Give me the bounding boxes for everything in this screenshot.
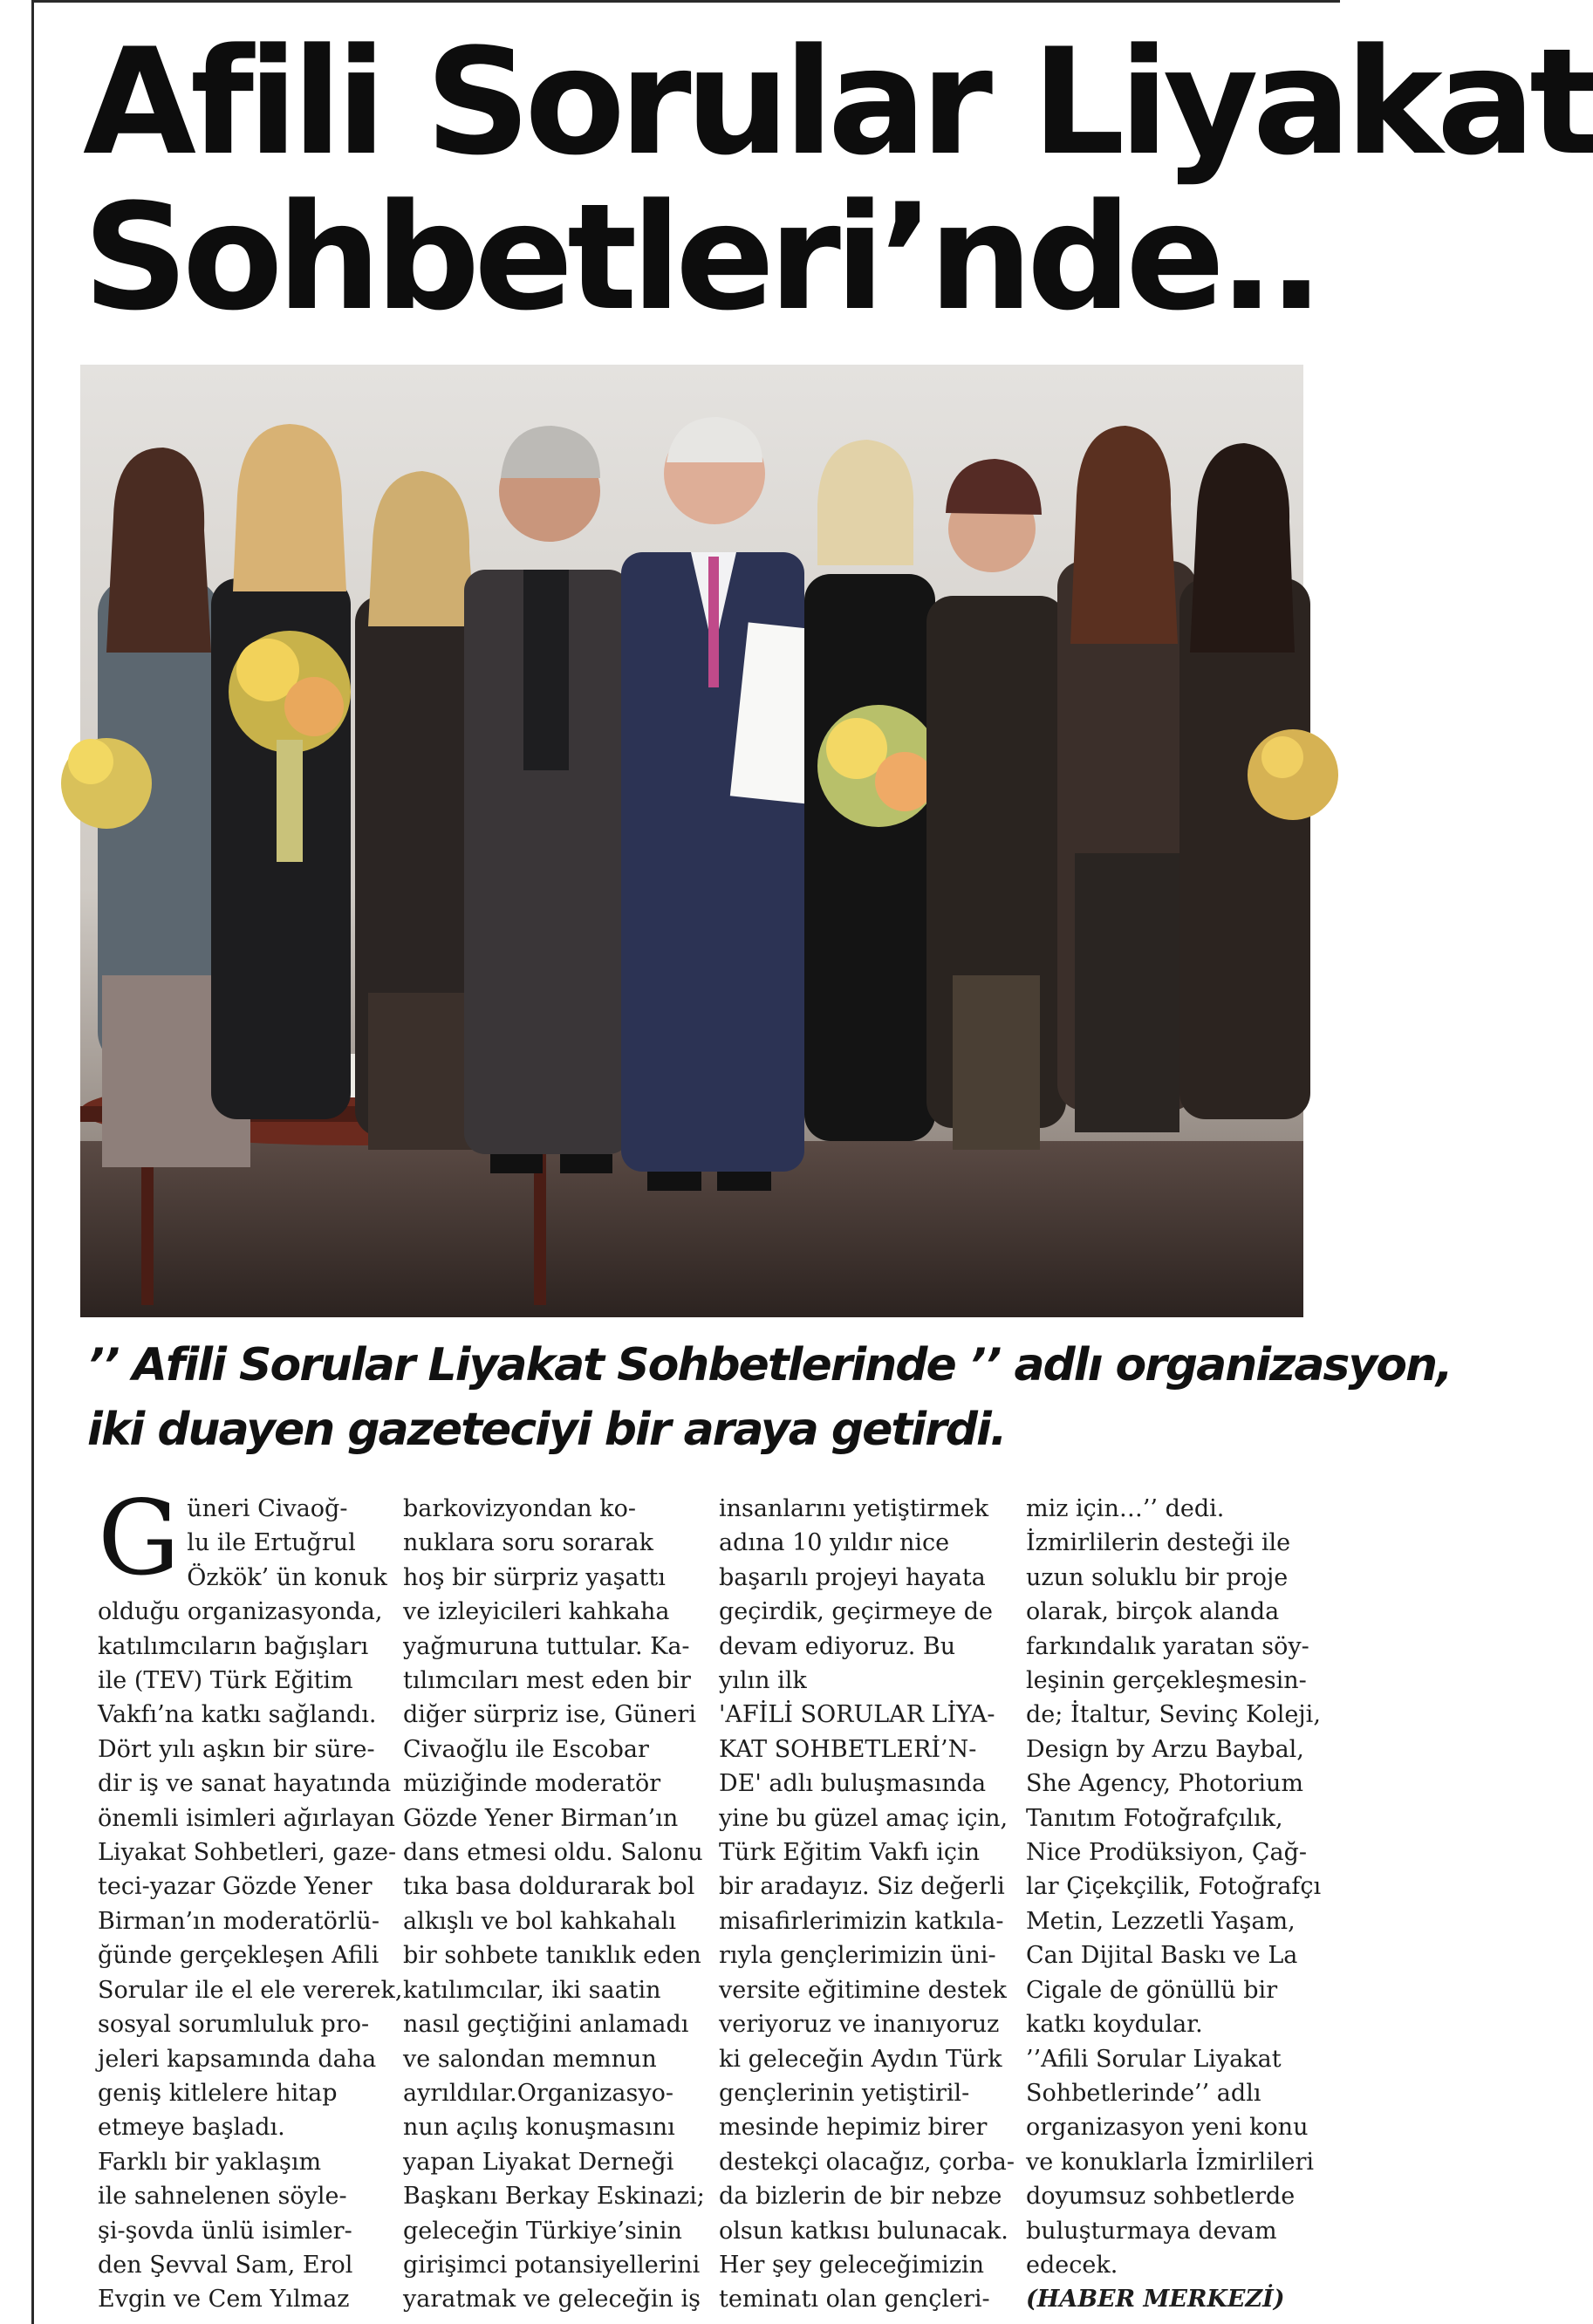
article-line: ğünde gerçekleşen Afili xyxy=(98,1942,379,1970)
article-line: ki geleceğin Aydın Türk xyxy=(719,2045,1002,2073)
article-line: tıka basa doldurarak bol xyxy=(403,1873,695,1901)
article-line: KAT SOHBETLERİ’N- xyxy=(719,1735,977,1763)
article-line: Metin, Lezzetli Yaşam, xyxy=(1026,1907,1296,1935)
subheadline-line-2: iki duayen gazeteciyi bir araya getirdi. xyxy=(87,1404,1006,1456)
article-line: Vakfı’na katkı sağlandı. xyxy=(98,1701,377,1729)
article-line: Farklı bir yaklaşım xyxy=(98,2148,322,2176)
article-line: girişimci potansiyellerini xyxy=(403,2251,701,2279)
article-line: misafirlerimizin katkıla- xyxy=(719,1907,1004,1935)
article-line: olduğu organizasyonda, xyxy=(98,1598,383,1626)
article-line: Başkanı Berkay Eskinazi; xyxy=(403,2183,705,2211)
article-line: teminatı olan gençleri- xyxy=(719,2286,990,2314)
article-line: Design by Arzu Baybal, xyxy=(1026,1735,1304,1763)
byline: (HABER MERKEZİ) xyxy=(1026,2286,1285,2314)
article-line: ayrıldılar.Organizasyo- xyxy=(403,2079,673,2107)
frame-left-rule xyxy=(31,0,34,2324)
article-column-4 xyxy=(1026,1492,1322,2317)
article-line: She Agency, Photorium xyxy=(1026,1770,1304,1798)
article-line: önemli isimleri ağırlayan xyxy=(98,1804,395,1832)
article-line: barkovizyondan ko- xyxy=(403,1495,637,1522)
article-column-1 xyxy=(98,1478,403,2317)
article-line: tılımcıları mest eden bir xyxy=(403,1667,691,1695)
article-line: leşinin gerçekleşmesin- xyxy=(1026,1667,1307,1695)
article-line: Cigale de gönüllü bir xyxy=(1026,1976,1278,2004)
article-line: diğer sürpriz ise, Güneri xyxy=(403,1701,696,1729)
article-line: sosyal sorumluluk pro- xyxy=(98,2011,370,2039)
article-line: edecek. xyxy=(1026,2251,1118,2279)
article-line: Can Dijital Baskı ve La xyxy=(1026,1942,1298,1970)
article-line: ve izleyicileri kahkaha xyxy=(403,1598,670,1626)
subheadline-line-1: ’’ Afili Sorular Liyakat Sohbetlerinde ’’ adlı organizasyon, xyxy=(87,1339,1452,1391)
article-column-3 xyxy=(719,1492,1015,2317)
article-column-2 xyxy=(403,1492,705,2317)
article-line: nuklara soru sorarak xyxy=(403,1529,653,1557)
article-line: üneri Civaoğ- xyxy=(187,1495,348,1522)
headline xyxy=(83,17,1593,343)
article-line: insanlarını yetiştirmek xyxy=(719,1495,989,1522)
article-line: nasıl geçtiğini anlamadı xyxy=(403,2011,689,2039)
article-line: geçirdik, geçirmeye de xyxy=(719,1598,993,1626)
article-line: da bizlerin de bir nebze xyxy=(719,2183,1002,2211)
article-line: dans etmesi oldu. Salonu xyxy=(403,1839,703,1867)
article-line: Civaoğlu ile Escobar xyxy=(403,1735,649,1763)
article-line: lar Çiçekçilik, Fotoğrafçı xyxy=(1026,1873,1322,1901)
article-line: bir aradayız. Siz değerli xyxy=(719,1873,1005,1901)
article-line: jeleri kapsamında daha xyxy=(98,2045,377,2073)
article-line: rıyla gençlerimizin üni- xyxy=(719,1942,996,1970)
article-line: ile sahnelenen söyle- xyxy=(98,2183,347,2211)
article-line: bir sohbete tanıklık eden xyxy=(403,1942,701,1970)
article-line: yağmuruna tuttular. Ka- xyxy=(403,1632,690,1660)
group-photo-illustration xyxy=(80,365,1303,1317)
article-line: yaratmak ve geleceğin iş xyxy=(403,2286,701,2314)
article-line: katılımcıların bağışları xyxy=(98,1632,369,1660)
article-line: Gözde Yener Birman’ın xyxy=(403,1804,679,1832)
article-line: şi-şovda ünlü isimler- xyxy=(98,2217,352,2245)
article-line: yine bu güzel amaç için, xyxy=(719,1804,1008,1832)
article-line: Evgin ve Cem Yılmaz xyxy=(98,2286,350,2314)
drop-cap: G xyxy=(98,1478,181,1598)
article-line: ’’Afili Sorular Liyakat xyxy=(1026,2045,1282,2073)
article-line: yapan Liyakat Derneği xyxy=(403,2148,674,2176)
article-line: Tanıtım Fotoğrafçılık, xyxy=(1026,1804,1283,1832)
article-line: lu ile Ertuğrul xyxy=(187,1529,356,1557)
flowers-left xyxy=(61,738,152,829)
article-line: Dört yılı aşkın bir süre- xyxy=(98,1735,375,1763)
article-line: geleceğin Türkiye’sinin xyxy=(403,2217,682,2245)
article-line: hoş bir sürpriz yaşattı xyxy=(403,1563,666,1591)
article-line: adına 10 yıldır nice xyxy=(719,1529,950,1557)
article-line: müziğinde moderatör xyxy=(403,1770,661,1798)
article-line: başarılı projeyi hayata xyxy=(719,1563,986,1591)
article-line: Liyakat Sohbetleri, gaze- xyxy=(98,1839,397,1867)
headline-line-2: Sohbetleri’nde.. xyxy=(83,172,1318,343)
article-line: buluşturmaya devam xyxy=(1026,2217,1277,2245)
article-line: katkı koydular. xyxy=(1026,2011,1203,2039)
article-line: versite eğitimine destek xyxy=(719,1976,1007,2004)
subheadline xyxy=(87,1333,1452,1462)
article-line: yılın ilk xyxy=(719,1667,807,1695)
article-line: olarak, birçok alanda xyxy=(1026,1598,1280,1626)
article-line: 'AFİLİ SORULAR LİYA- xyxy=(719,1701,995,1729)
article-line: Her şey geleceğimizin xyxy=(719,2251,985,2279)
article-line: İzmirlilerin desteği ile xyxy=(1026,1529,1291,1557)
article-line: uzun soluklu bir proje xyxy=(1026,1563,1289,1591)
article-line: Özkök’ ün konuk xyxy=(187,1563,387,1591)
article-line: DE' adlı buluşmasında xyxy=(719,1770,987,1798)
article-line: olsun katkısı bulunacak. xyxy=(719,2217,1008,2245)
article-line: Türk Eğitim Vakfı için xyxy=(719,1839,981,1867)
article-line: farkındalık yaratan söy- xyxy=(1026,1632,1309,1660)
article-line: Birman’ın moderatörlü- xyxy=(98,1907,379,1935)
article-line: ve salondan memnun xyxy=(403,2045,657,2073)
article-line: ve konuklarla İzmirlileri xyxy=(1026,2148,1314,2176)
article-line: destekçi olacağız, çorba- xyxy=(719,2148,1015,2176)
group-photo xyxy=(80,365,1303,1317)
article-line: dir iş ve sanat hayatında xyxy=(98,1770,392,1798)
frame-top-rule xyxy=(31,0,1340,3)
article-line: doyumsuz sohbetlerde xyxy=(1026,2183,1296,2211)
article-line: geniş kitlelere hitap xyxy=(98,2079,338,2107)
article-line: devam ediyoruz. Bu xyxy=(719,1632,956,1660)
article-line: Sorular ile el ele vererek, xyxy=(98,1976,403,2004)
article-line: organizasyon yeni konu xyxy=(1026,2114,1309,2142)
article-body xyxy=(98,1478,1322,2314)
article-line: nun açılış konuşmasını xyxy=(403,2114,675,2142)
article-line: den Şevval Sam, Erol xyxy=(98,2251,353,2279)
article-line: Nice Prodüksiyon, Çağ- xyxy=(1026,1839,1308,1867)
flowers-right xyxy=(1248,729,1338,820)
article-line: alkışlı ve bol kahkahalı xyxy=(403,1907,677,1935)
headline-line-1: Afili Sorular Liyakat xyxy=(83,17,1593,188)
article-line: de; İtaltur, Sevinç Koleji, xyxy=(1026,1701,1321,1729)
article-line: mesinde hepimiz birer xyxy=(719,2114,988,2142)
article-line: miz için…’’ dedi. xyxy=(1026,1495,1225,1522)
article-line: katılımcılar, iki saatin xyxy=(403,1976,661,2004)
article-line: teci-yazar Gözde Yener xyxy=(98,1873,373,1901)
article-line: veriyoruz ve inanıyoruz xyxy=(719,2011,1000,2039)
article-line: gençlerinin yetiştiril- xyxy=(719,2079,970,2107)
article-line: Sohbetlerinde’’ adlı xyxy=(1026,2079,1261,2107)
article-line: etmeye başladı. xyxy=(98,2114,285,2142)
article-line: ile (TEV) Türk Eğitim xyxy=(98,1667,353,1695)
